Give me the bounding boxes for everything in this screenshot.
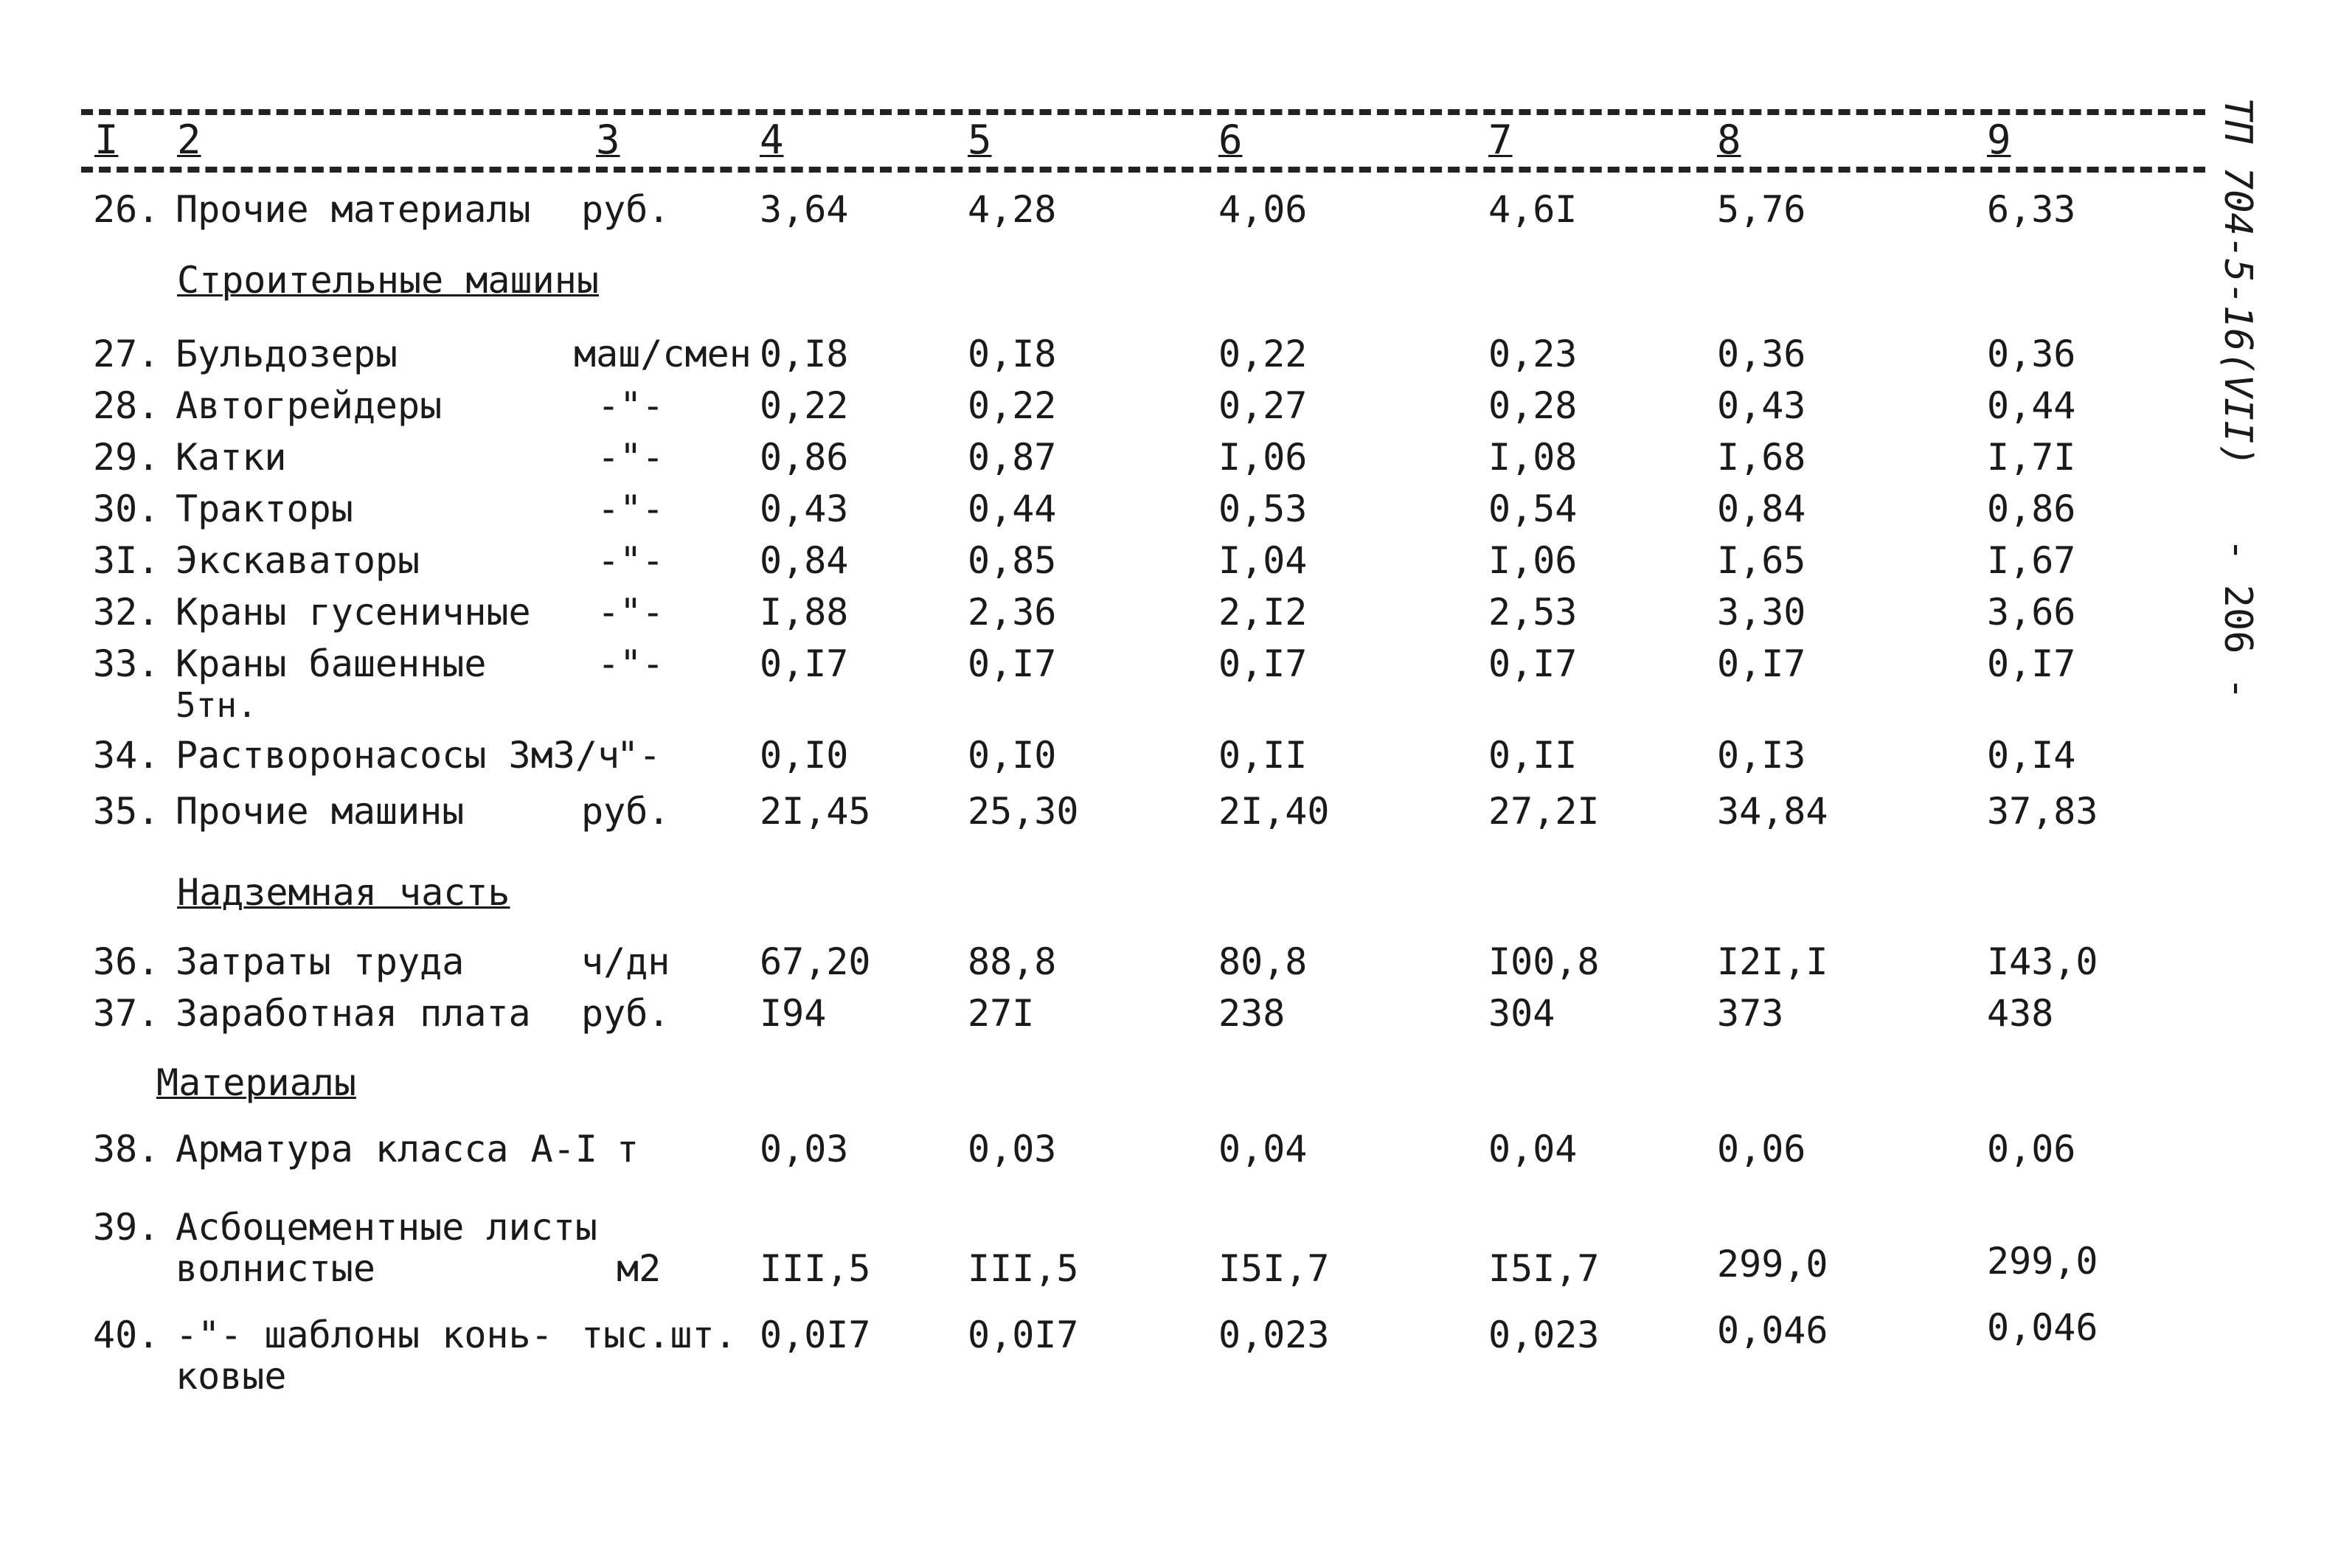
column-header: 6 bbox=[1218, 117, 1243, 163]
cell-col8: 0,046 bbox=[1717, 1309, 1828, 1352]
cell-col6: 0,22 bbox=[1218, 333, 1308, 375]
cell-col7: 4,6I bbox=[1488, 188, 1578, 231]
row-number: 32. bbox=[93, 591, 160, 634]
cell-col6: 0,I7 bbox=[1218, 642, 1308, 685]
table-row bbox=[0, 643, 2183, 724]
section-title-above-ground: Надземная часть bbox=[177, 871, 510, 914]
cell-col6: 0,27 bbox=[1218, 384, 1308, 427]
cell-col4: 0,43 bbox=[760, 488, 849, 530]
cell-col4: 0,I0 bbox=[760, 734, 849, 777]
row-unit: -"- bbox=[597, 384, 665, 427]
table-row bbox=[0, 385, 2183, 431]
cell-col8: 0,I3 bbox=[1717, 734, 1806, 777]
cell-col9: 0,046 bbox=[1987, 1306, 2098, 1349]
column-header: 7 bbox=[1488, 117, 1513, 163]
cell-col8: 373 bbox=[1717, 992, 1784, 1035]
cell-col5: 2,36 bbox=[968, 591, 1057, 634]
cell-col4: 2I,45 bbox=[760, 790, 871, 833]
cell-col6: 2,I2 bbox=[1218, 591, 1308, 634]
cell-col5: 25,30 bbox=[968, 790, 1079, 833]
cell-col6: 0,04 bbox=[1218, 1128, 1308, 1170]
cell-col5: 0,I0 bbox=[968, 734, 1057, 777]
row-unit: -"- bbox=[597, 436, 665, 479]
column-header: 4 bbox=[760, 117, 784, 163]
cell-col9: 37,83 bbox=[1987, 790, 2098, 833]
cell-col7: 2,53 bbox=[1488, 591, 1578, 634]
cell-col5: 0,85 bbox=[968, 539, 1057, 582]
row-number: 3I. bbox=[93, 539, 160, 582]
column-header: 9 bbox=[1987, 117, 2011, 163]
row-name: Автогрейдеры bbox=[176, 384, 443, 427]
cell-col6: 2I,40 bbox=[1218, 790, 1330, 833]
row-name: Тракторы bbox=[176, 488, 353, 530]
row-name: -"- шаблоны конь- bbox=[176, 1314, 553, 1356]
row-unit: руб. bbox=[581, 790, 670, 833]
cell-col6: 4,06 bbox=[1218, 188, 1308, 231]
row-unit: -"- bbox=[597, 642, 665, 685]
cell-col8: 0,43 bbox=[1717, 384, 1806, 427]
row-number: 33. bbox=[93, 642, 160, 685]
row-unit: т bbox=[617, 1128, 639, 1170]
row-unit: маш/смен bbox=[574, 333, 752, 375]
column-header: I bbox=[94, 117, 119, 163]
cell-col7: 27,2I bbox=[1488, 790, 1600, 833]
cell-col5: 0,87 bbox=[968, 436, 1057, 479]
cell-col9: 0,36 bbox=[1987, 333, 2076, 375]
section-title-machines: Строительные машины bbox=[177, 259, 599, 302]
cell-col4: 0,0I7 bbox=[760, 1314, 871, 1356]
cell-col8: 299,0 bbox=[1717, 1243, 1828, 1286]
cell-col7: 0,28 bbox=[1488, 384, 1578, 427]
cell-col8: I,65 bbox=[1717, 539, 1806, 582]
cell-col4: 0,84 bbox=[760, 539, 849, 582]
cell-col7: 0,54 bbox=[1488, 488, 1578, 530]
column-header: 5 bbox=[968, 117, 992, 163]
row-name: Заработная плата bbox=[176, 992, 531, 1035]
cell-col9: 0,I4 bbox=[1987, 734, 2076, 777]
table-row bbox=[0, 1207, 2183, 1295]
column-header: 2 bbox=[177, 117, 201, 163]
table-row bbox=[0, 735, 2183, 780]
cell-col4: 3,64 bbox=[760, 188, 849, 231]
row-name: Бульдозеры bbox=[176, 333, 398, 375]
row-unit: -"- bbox=[597, 539, 665, 582]
row-name: Прочие материалы bbox=[176, 188, 531, 231]
cell-col7: I00,8 bbox=[1488, 940, 1600, 983]
row-number: 38. bbox=[93, 1128, 160, 1170]
cell-col6: I,06 bbox=[1218, 436, 1308, 479]
cell-col4: 0,I7 bbox=[760, 642, 849, 685]
cell-col9: 3,66 bbox=[1987, 591, 2076, 634]
row-name: Затраты труда bbox=[176, 940, 465, 983]
cell-col7: 0,04 bbox=[1488, 1128, 1578, 1170]
cell-col6: 0,023 bbox=[1218, 1314, 1330, 1356]
cell-col6: 0,II bbox=[1218, 734, 1308, 777]
cell-col9: I43,0 bbox=[1987, 940, 2098, 983]
row-unit: руб. bbox=[581, 992, 670, 1035]
cell-col7: I5I,7 bbox=[1488, 1247, 1600, 1290]
cell-col5: 0,44 bbox=[968, 488, 1057, 530]
row-number: 29. bbox=[93, 436, 160, 479]
row-number: 28. bbox=[93, 384, 160, 427]
row-name: Краны башенные bbox=[176, 642, 487, 685]
cell-col7: I,06 bbox=[1488, 539, 1578, 582]
row-unit: м2 bbox=[617, 1247, 662, 1290]
cell-col6: 80,8 bbox=[1218, 940, 1308, 983]
cell-col8: 0,36 bbox=[1717, 333, 1806, 375]
cell-col7: 304 bbox=[1488, 992, 1555, 1035]
cell-col9: 0,44 bbox=[1987, 384, 2076, 427]
row-name: Прочие машины bbox=[176, 790, 465, 833]
row-name: Растворонасосы 3м3/ч bbox=[176, 734, 620, 777]
row-name-continuation: ковые bbox=[176, 1355, 287, 1398]
cell-col5: 0,I7 bbox=[968, 642, 1057, 685]
table-row bbox=[0, 189, 2183, 235]
cell-col9: 6,33 bbox=[1987, 188, 2076, 231]
cell-col7: 0,I7 bbox=[1488, 642, 1578, 685]
cell-col6: 238 bbox=[1218, 992, 1286, 1035]
row-number: 35. bbox=[93, 790, 160, 833]
cell-col8: 0,84 bbox=[1717, 488, 1806, 530]
cell-col8: 0,06 bbox=[1717, 1128, 1806, 1170]
cell-col6: I,04 bbox=[1218, 539, 1308, 582]
cell-col9: 299,0 bbox=[1987, 1240, 2098, 1283]
cell-col5: 0,I8 bbox=[968, 333, 1057, 375]
row-number: 26. bbox=[93, 188, 160, 231]
cell-col5: 0,03 bbox=[968, 1128, 1057, 1170]
row-unit: ч/дн bbox=[581, 940, 670, 983]
column-header: 8 bbox=[1717, 117, 1741, 163]
cell-col7: 0,23 bbox=[1488, 333, 1578, 375]
table-row bbox=[0, 333, 2183, 379]
row-number: 30. bbox=[93, 488, 160, 530]
cell-col9: 0,06 bbox=[1987, 1128, 2076, 1170]
row-number: 27. bbox=[93, 333, 160, 375]
cell-col9: I,67 bbox=[1987, 539, 2076, 582]
page-number-text: - 206 - bbox=[2216, 538, 2260, 701]
cell-col4: 0,I8 bbox=[760, 333, 849, 375]
cell-col4: 0,86 bbox=[760, 436, 849, 479]
cell-col4: 0,03 bbox=[760, 1128, 849, 1170]
cell-col4: 67,20 bbox=[760, 940, 871, 983]
cell-col6: 0,53 bbox=[1218, 488, 1308, 530]
row-number: 39. bbox=[93, 1206, 160, 1249]
row-unit: -"- bbox=[597, 591, 665, 634]
cell-col5: 0,0I7 bbox=[968, 1314, 1079, 1356]
cell-col9: 0,86 bbox=[1987, 488, 2076, 530]
cell-col7: 0,023 bbox=[1488, 1314, 1600, 1356]
table-row bbox=[0, 592, 2183, 637]
row-name-continuation: 5тн. bbox=[176, 685, 257, 725]
row-number: 36. bbox=[93, 940, 160, 983]
cell-col4: I,88 bbox=[760, 591, 849, 634]
cell-col4: III,5 bbox=[760, 1247, 871, 1290]
table-row bbox=[0, 1306, 2183, 1403]
row-name: Краны гусеничные bbox=[176, 591, 531, 634]
table-row bbox=[0, 488, 2183, 534]
cell-col5: 88,8 bbox=[968, 940, 1057, 983]
row-name: Арматура класса А-I bbox=[176, 1128, 597, 1170]
cell-col8: I,68 bbox=[1717, 436, 1806, 479]
cell-col5: 27I bbox=[968, 992, 1035, 1035]
cell-col7: I,08 bbox=[1488, 436, 1578, 479]
row-number: 34. bbox=[93, 734, 160, 777]
table-row bbox=[0, 993, 2183, 1038]
cell-col9: 438 bbox=[1987, 992, 2054, 1035]
cell-col5: 4,28 bbox=[968, 188, 1057, 231]
cell-col8: 5,76 bbox=[1717, 188, 1806, 231]
cell-col5: III,5 bbox=[968, 1247, 1079, 1290]
page-number bbox=[2216, 538, 2267, 760]
table-row bbox=[0, 791, 2183, 836]
section-title-materials: Материалы bbox=[156, 1061, 356, 1104]
cell-col8: 34,84 bbox=[1717, 790, 1828, 833]
table-row bbox=[0, 437, 2183, 482]
row-name: Асбоцементные листы bbox=[176, 1206, 597, 1249]
row-name: Катки bbox=[176, 436, 287, 479]
column-header-row bbox=[81, 109, 2205, 173]
row-unit: тыс.шт. bbox=[581, 1314, 737, 1356]
document-code-text: ТП 704-5-16(VII) bbox=[2216, 97, 2260, 467]
row-unit: "- bbox=[617, 734, 662, 777]
row-unit: -"- bbox=[597, 488, 665, 530]
cell-col4: 0,22 bbox=[760, 384, 849, 427]
row-name: Экскаваторы bbox=[176, 539, 420, 582]
cell-col8: I2I,I bbox=[1717, 940, 1828, 983]
cell-col5: 0,22 bbox=[968, 384, 1057, 427]
row-unit: руб. bbox=[581, 188, 670, 231]
row-number: 37. bbox=[93, 992, 160, 1035]
column-header: 3 bbox=[596, 117, 620, 163]
cell-col7: 0,II bbox=[1488, 734, 1578, 777]
cell-col9: 0,I7 bbox=[1987, 642, 2076, 685]
row-number: 40. bbox=[93, 1314, 160, 1356]
table-row bbox=[0, 1128, 2183, 1174]
table-row bbox=[0, 941, 2183, 987]
cell-col8: 3,30 bbox=[1717, 591, 1806, 634]
table-row bbox=[0, 540, 2183, 586]
cell-col8: 0,I7 bbox=[1717, 642, 1806, 685]
document-code-label bbox=[2216, 97, 2267, 467]
row-name-continuation: волнистые bbox=[176, 1247, 375, 1290]
cell-col9: I,7I bbox=[1987, 436, 2076, 479]
cell-col4: I94 bbox=[760, 992, 827, 1035]
cell-col6: I5I,7 bbox=[1218, 1247, 1330, 1290]
